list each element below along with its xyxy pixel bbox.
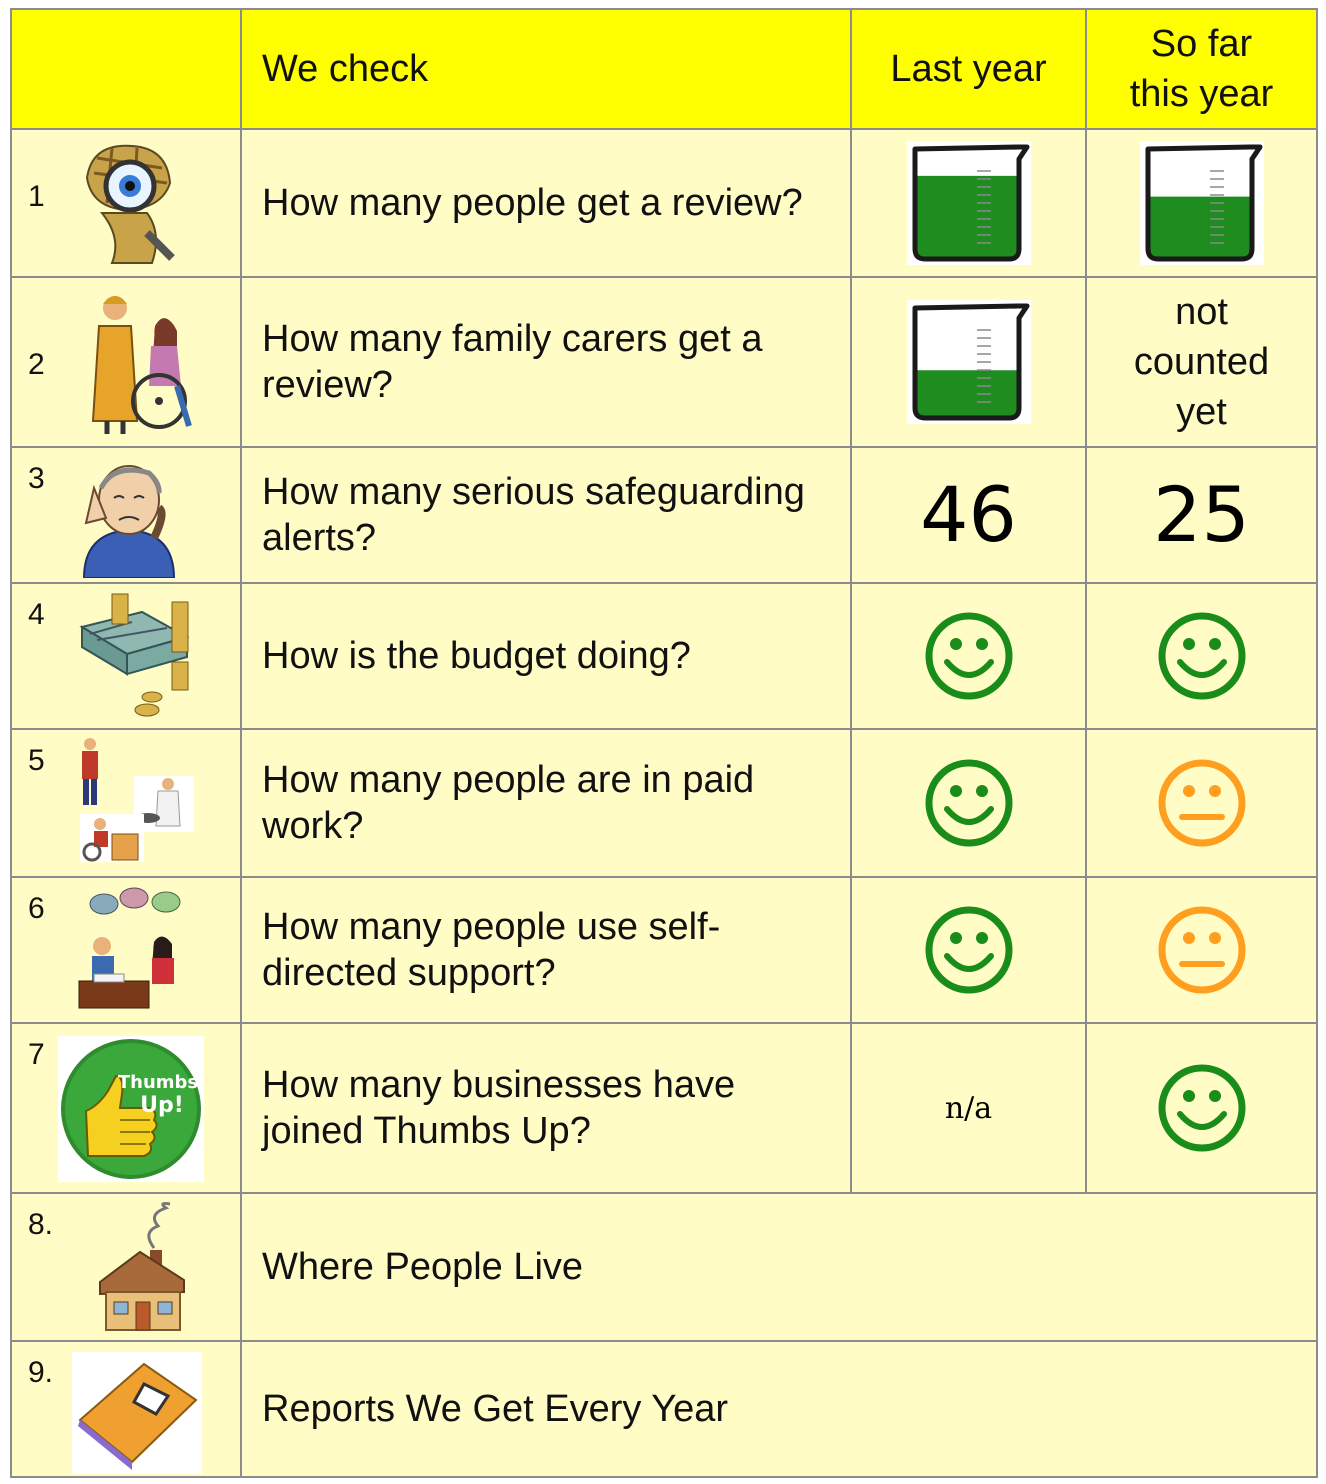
question-cell (241, 583, 851, 729)
this-year-cell (1086, 277, 1317, 447)
happy-face-icon (1156, 1062, 1248, 1154)
question-cell (241, 877, 851, 1023)
not-counted-line2: counted (1133, 341, 1270, 383)
happy-face-icon (1156, 610, 1248, 702)
last-year-cell (851, 277, 1086, 447)
question-text: How many people are in paid work? (262, 759, 755, 847)
last-year-cell (851, 729, 1086, 877)
row-number: 6 (28, 892, 45, 925)
this-year-cell (1086, 129, 1317, 277)
meeting-support-icon (74, 886, 194, 1011)
table-row (11, 447, 1317, 583)
question-cell (241, 1023, 851, 1193)
workers-icon (70, 736, 200, 866)
face-outline (929, 763, 1009, 843)
happy-face-icon (923, 610, 1015, 702)
face-outline (929, 616, 1009, 696)
badge-text-line1: Thumbs (117, 1072, 199, 1093)
alert-count-last-year: 46 (920, 470, 1017, 559)
header-we-check: We check (262, 48, 429, 90)
face-mouth (1180, 662, 1224, 675)
wide-label-cell (241, 1341, 1317, 1477)
question-text: How many people use self-directed support? (262, 906, 721, 994)
face-eye (1183, 932, 1195, 944)
face-outline (929, 910, 1009, 990)
this-year-cell (1086, 877, 1317, 1023)
table-row (11, 129, 1317, 277)
last-year-cell (851, 877, 1086, 1023)
face-eye (1209, 638, 1221, 650)
this-year-cell (1086, 447, 1317, 583)
this-year-cell (1086, 1023, 1317, 1193)
wide-label-cell (241, 1193, 1317, 1341)
happy-face-icon (923, 757, 1015, 849)
report-folder-icon (72, 1352, 202, 1474)
face-eye (976, 638, 988, 650)
row-icon-cell (11, 1193, 241, 1341)
badge-text-line2: Up! (140, 1093, 184, 1118)
last-year-cell (851, 129, 1086, 277)
face-mouth (947, 662, 991, 675)
beaker-liquid (1150, 197, 1250, 257)
header-this-year-cell (1086, 9, 1317, 129)
row-icon-cell (11, 1023, 241, 1193)
face-mouth (1180, 1114, 1224, 1127)
last-year-cell (851, 447, 1086, 583)
worried-person-icon (74, 458, 184, 578)
not-applicable-value: n/a (944, 1090, 993, 1126)
row-number: 7 (28, 1038, 45, 1071)
face-eye (976, 932, 988, 944)
this-year-cell (1086, 729, 1317, 877)
row-number: 2 (28, 348, 45, 381)
header-blank-cell (11, 9, 241, 129)
question-cell (241, 129, 851, 277)
detective-magnifier-icon (72, 138, 182, 268)
face-eye (976, 785, 988, 797)
header-this-year-line2: this year (1129, 73, 1274, 115)
header-last-year: Last year (890, 48, 1047, 90)
header-last-year-cell (851, 9, 1086, 129)
carer-wheelchair-icon (77, 286, 197, 436)
face-eye (950, 638, 962, 650)
face-eye (1183, 1090, 1195, 1102)
question-text: How many businesses have joined Thumbs Up? (262, 1064, 736, 1152)
row-number: 5 (28, 744, 45, 777)
table-row (11, 583, 1317, 729)
neutral-face-icon (1156, 904, 1248, 996)
performance-table-frame (10, 8, 1316, 1480)
row-icon-cell (11, 1341, 241, 1477)
table-row (11, 1193, 1317, 1341)
row-icon-cell (11, 729, 241, 877)
question-cell (241, 447, 851, 583)
row-icon-cell (11, 277, 241, 447)
question-text: How is the budget doing? (262, 635, 691, 677)
last-year-cell (851, 1023, 1086, 1193)
row-number: 1 (28, 180, 45, 213)
question-cell (241, 277, 851, 447)
face-eye (1183, 638, 1195, 650)
face-eye (1183, 785, 1195, 797)
header-this-year-line1: So far (1150, 23, 1253, 65)
happy-face-icon (923, 904, 1015, 996)
face-eye (950, 932, 962, 944)
row-number: 9. (28, 1356, 54, 1389)
row-icon-cell (11, 583, 241, 729)
face-eye (1209, 785, 1221, 797)
thumbs-up-badge-icon (58, 1036, 204, 1182)
beaker-liquid (917, 176, 1017, 257)
alert-count-this-year: 25 (1153, 470, 1250, 559)
table-row (11, 277, 1317, 447)
face-eye (950, 785, 962, 797)
question-text: How many family carers get a review? (262, 318, 763, 406)
beaker-gauge (907, 141, 1031, 265)
table-row (11, 877, 1317, 1023)
row-number: 8. (28, 1208, 54, 1241)
question-text: How many serious safeguarding alerts? (262, 471, 805, 559)
face-mouth (947, 956, 991, 969)
row-icon-cell (11, 877, 241, 1023)
row-number: 4 (28, 598, 45, 631)
not-counted-line1: not (1175, 291, 1228, 333)
where-people-live-link[interactable]: Where People Live (262, 1246, 584, 1288)
money-stacks-icon (72, 592, 197, 722)
face-eye (1209, 1090, 1221, 1102)
face-eye (1209, 932, 1221, 944)
header-check-cell (241, 9, 851, 129)
beaker-gauge (907, 300, 1031, 424)
face-outline (1162, 910, 1242, 990)
face-outline (1162, 763, 1242, 843)
face-mouth (947, 809, 991, 822)
question-text: How many people get a review? (262, 182, 803, 224)
table-row (11, 1341, 1317, 1477)
not-counted-line3: yet (1176, 391, 1227, 433)
this-year-cell (1086, 583, 1317, 729)
house-icon (92, 1202, 192, 1334)
question-cell (241, 729, 851, 877)
reports-every-year-link[interactable]: Reports We Get Every Year (262, 1388, 729, 1430)
beaker-gauge (1140, 141, 1264, 265)
beaker-liquid (917, 370, 1017, 416)
face-outline (1162, 616, 1242, 696)
row-number: 3 (28, 462, 45, 495)
neutral-face-icon (1156, 757, 1248, 849)
row-icon-cell (11, 447, 241, 583)
last-year-cell (851, 583, 1086, 729)
face-outline (1162, 1068, 1242, 1148)
header-row (11, 9, 1317, 129)
row-icon-cell (11, 129, 241, 277)
table-row (11, 1023, 1317, 1193)
performance-table (10, 8, 1318, 1478)
table-row (11, 729, 1317, 877)
